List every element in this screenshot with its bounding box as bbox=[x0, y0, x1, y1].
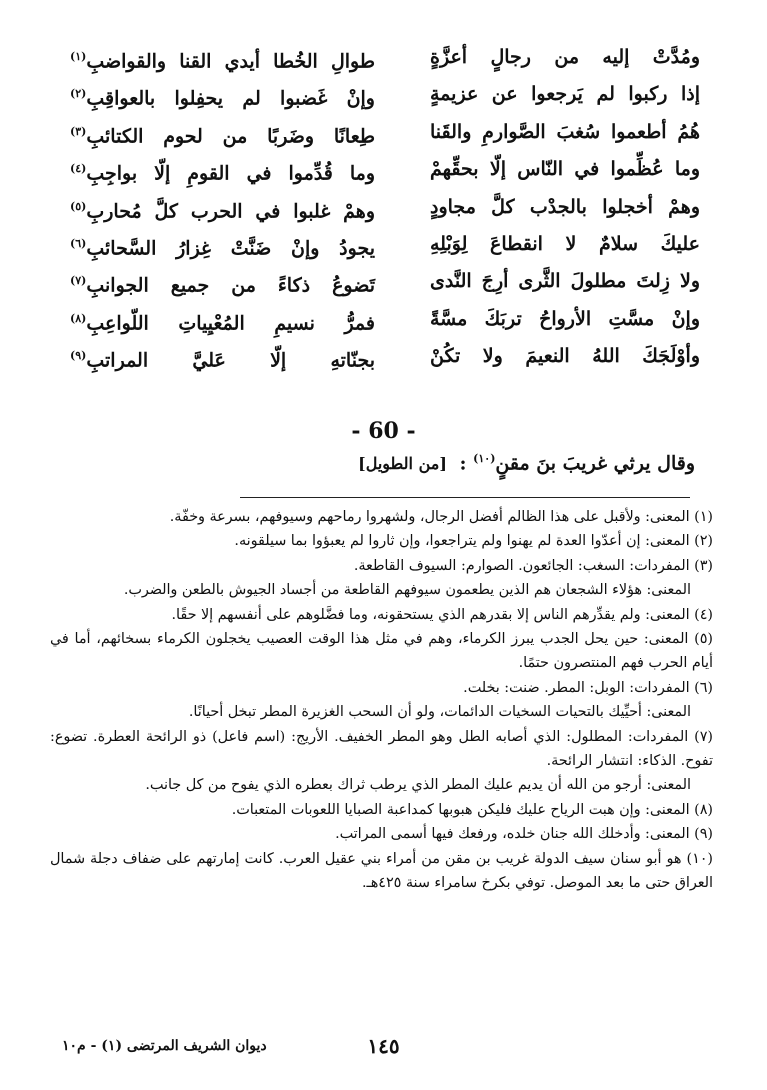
footnote-entry: (٩) المعنى: وأدخلك الله جنان خلده، ورفعك فيها أسمى المراتب. bbox=[335, 826, 713, 843]
poem-number: - 60 - bbox=[351, 418, 416, 444]
footnotes bbox=[50, 505, 713, 896]
footnote-entry: (٢) المعنى: إن أعدّوا العدة لم يهنوا ولم يتراجعوا، وإن ثاروا لم يعبؤوا بما سيلقونه. bbox=[234, 533, 713, 550]
page-number: ١٤٥ bbox=[367, 1034, 400, 1058]
verse-first-hemistich: عليكَ سلامٌ لا انقطاعَ لِوَبْلِهِ bbox=[430, 232, 700, 255]
verse-line bbox=[70, 339, 700, 376]
footnote-entry: (٧) المفردات: المطلول: الذي أصابه الطل وهو المطر الخفيف. الأريج: (اسم فاعل) ذو الرائحة العطرة. تضوع: تفوح. الذكاء: انتشار الرائحة. bbox=[50, 728, 713, 770]
verse-first-hemistich: هُمُ أطعموا سُغبَ الصَّوارمِ والقَنا bbox=[430, 120, 700, 143]
verse-second-hemistich bbox=[70, 339, 375, 377]
verse-second-hemistich-text: تَضوعُ ذكاءً من جميع الجوانبِ bbox=[86, 274, 375, 297]
footnote-entry: (٤) المعنى: ولم يقدِّرهم الناس إلا بقدرهم الذي يستحقونه، وما فضَّلوهم على أنفسهم إلا حقًا. bbox=[171, 606, 713, 623]
verse-line bbox=[70, 40, 700, 77]
verse-line bbox=[70, 302, 700, 339]
verse-second-hemistich bbox=[70, 152, 375, 190]
verse-second-hemistich-text: بجنّاتهِ إلّا عَليَّ المراتبِ bbox=[86, 349, 375, 372]
verse-line bbox=[70, 227, 700, 264]
verse-footnote-marker: (٥) bbox=[70, 199, 87, 213]
poem-meter: [من الطويل] bbox=[358, 454, 447, 474]
verse-line bbox=[70, 115, 700, 152]
book-signature: ديوان الشريف المرتضى (١) - م١٠ bbox=[62, 1038, 267, 1054]
verse-second-hemistich bbox=[70, 227, 375, 265]
intro-colon: : bbox=[459, 452, 467, 475]
verse-footnote-marker: (٢) bbox=[70, 87, 87, 101]
verse-second-hemistich-text: وإنْ غَضبوا لم يحفِلوا بالعواقِبِ bbox=[86, 87, 375, 110]
verse-first-hemistich: ومُدَّتْ إليه من رجالٍ أعزَّةٍ bbox=[430, 46, 700, 68]
verse-footnote-marker: (٦) bbox=[70, 236, 87, 250]
footnote-entry: (٦) المفردات: الوبل: المطر. ضنت: بخلت. bbox=[463, 679, 713, 696]
verse-second-hemistich-text: وهمْ غلبوا في الحرب كلَّ مُحاربِ bbox=[86, 199, 375, 222]
verse-footnote-marker: (٩) bbox=[70, 349, 87, 363]
verse-first-hemistich: ولا زِلتَ مطلولَ الثَّرى أرِجَ النَّدى bbox=[430, 270, 700, 293]
verse-first-hemistich: وهمْ أخجلوا بالجدْب كلَّ مجاودٍ bbox=[430, 195, 700, 218]
footnote-entry: المعنى: هؤلاء الشجعان هم الذين يطعمون سيوفهم القاطعة من أجساد الجيوش بالطعن والضرب. bbox=[123, 582, 691, 599]
verse-second-hemistich bbox=[70, 190, 375, 228]
verse-second-hemistich bbox=[70, 40, 375, 78]
footnote-entry: المعنى: أرجو من الله أن يديم عليك المطر الذي يرطب ثراك بعطره الذي يفوح من كل جانب. bbox=[145, 777, 691, 794]
verse-footnote-marker: (١) bbox=[70, 50, 87, 63]
footnote-entry: (٣) المفردات: السغب: الجائعون. الصوارم: السيوف القاطعة. bbox=[353, 557, 713, 574]
poem-introduction bbox=[358, 452, 695, 474]
verse-second-hemistich bbox=[70, 77, 375, 115]
footnote-entry: (١) المعنى: ولأقبل على هذا الظالم أفضل الرجال، ولشهروا رماحهم وسيوفهم، بسرعة وخفّة. bbox=[169, 509, 713, 525]
verse-second-hemistich-text: طوالِ الخُطا أيدي القنا والقواضبِ bbox=[86, 50, 375, 73]
verse-first-hemistich: وما عُظِّموا في النّاس إلّا بحقِّهمْ bbox=[430, 158, 700, 181]
footnote-separator bbox=[240, 497, 690, 498]
verse-footnote-marker: (٧) bbox=[70, 274, 87, 288]
verse-second-hemistich-text: طِعانًا وضَربًا من لحوم الكتائبِ bbox=[86, 125, 375, 148]
verse-footnote-marker: (٤) bbox=[70, 162, 87, 176]
verse-footnote-marker: (٣) bbox=[70, 124, 87, 138]
footnote-entry: (٥) المعنى: حين يحل الجدب يبرز الكرماء، وهم في مثل هذا الوقت العصيب يخجلون الكرماء بسخائهم، أما في أيام الحرب فهم المنتصرون حتمًا. bbox=[50, 631, 713, 672]
verse-second-hemistich-text: وما قُدِّموا في القومِ إلّا بواجِبِ bbox=[86, 162, 375, 185]
poem-verses bbox=[70, 40, 700, 377]
verse-second-hemistich-text: يجودُ وإنْ ضَنَّتْ غِزارُ السَّحائبِ bbox=[86, 237, 375, 260]
verse-first-hemistich: وإنْ مسَّتِ الأرواحُ تربَكَ مسَّةً bbox=[430, 307, 700, 330]
verse-line bbox=[70, 264, 700, 301]
footnote-entry: (٨) المعنى: وإن هبت الرياح عليك فليكن هبوبها كمداعبة الصبايا اللعوبات المتعبات. bbox=[231, 801, 713, 818]
verse-first-hemistich: إذا ركبوا لم يَرجعوا عن عزيمةٍ bbox=[430, 83, 700, 106]
verse-first-hemistich: وأوْلَجَكَ اللهُ النعيمَ ولا تكُنْ bbox=[430, 345, 700, 368]
page-footer bbox=[0, 1034, 767, 1062]
intro-footnote-marker: (١٠) bbox=[473, 452, 496, 465]
verse-second-hemistich bbox=[70, 264, 375, 302]
verse-line bbox=[70, 77, 700, 114]
intro-text: وقال يرثي غريبَ بنَ مقنٍ bbox=[495, 452, 695, 475]
verse-second-hemistich bbox=[70, 302, 375, 340]
verse-line bbox=[70, 190, 700, 227]
footnote-entry: (١٠) هو أبو سنان سيف الدولة غريب بن مقن من أمراء بني عقيل العرب. كانت إمارتهم على ضفاف دجلة شمال العراق حتى ما بعد الموصل. توفي بكرخ سامراء سنة ٤٢٥هـ. bbox=[50, 850, 713, 892]
verse-second-hemistich bbox=[70, 115, 375, 153]
verse-line bbox=[70, 152, 700, 189]
verse-footnote-marker: (٨) bbox=[70, 311, 87, 325]
verse-second-hemistich-text: فمرُّ نسيمِ المُعْيِياتِ اللّواعِبِ bbox=[86, 312, 375, 335]
footnote-entry: المعنى: أحيِّيك بالتحيات السخيات الدائمات، ولو أن السحب الغزيرة المطر تبخل أحيانًا. bbox=[188, 704, 691, 721]
